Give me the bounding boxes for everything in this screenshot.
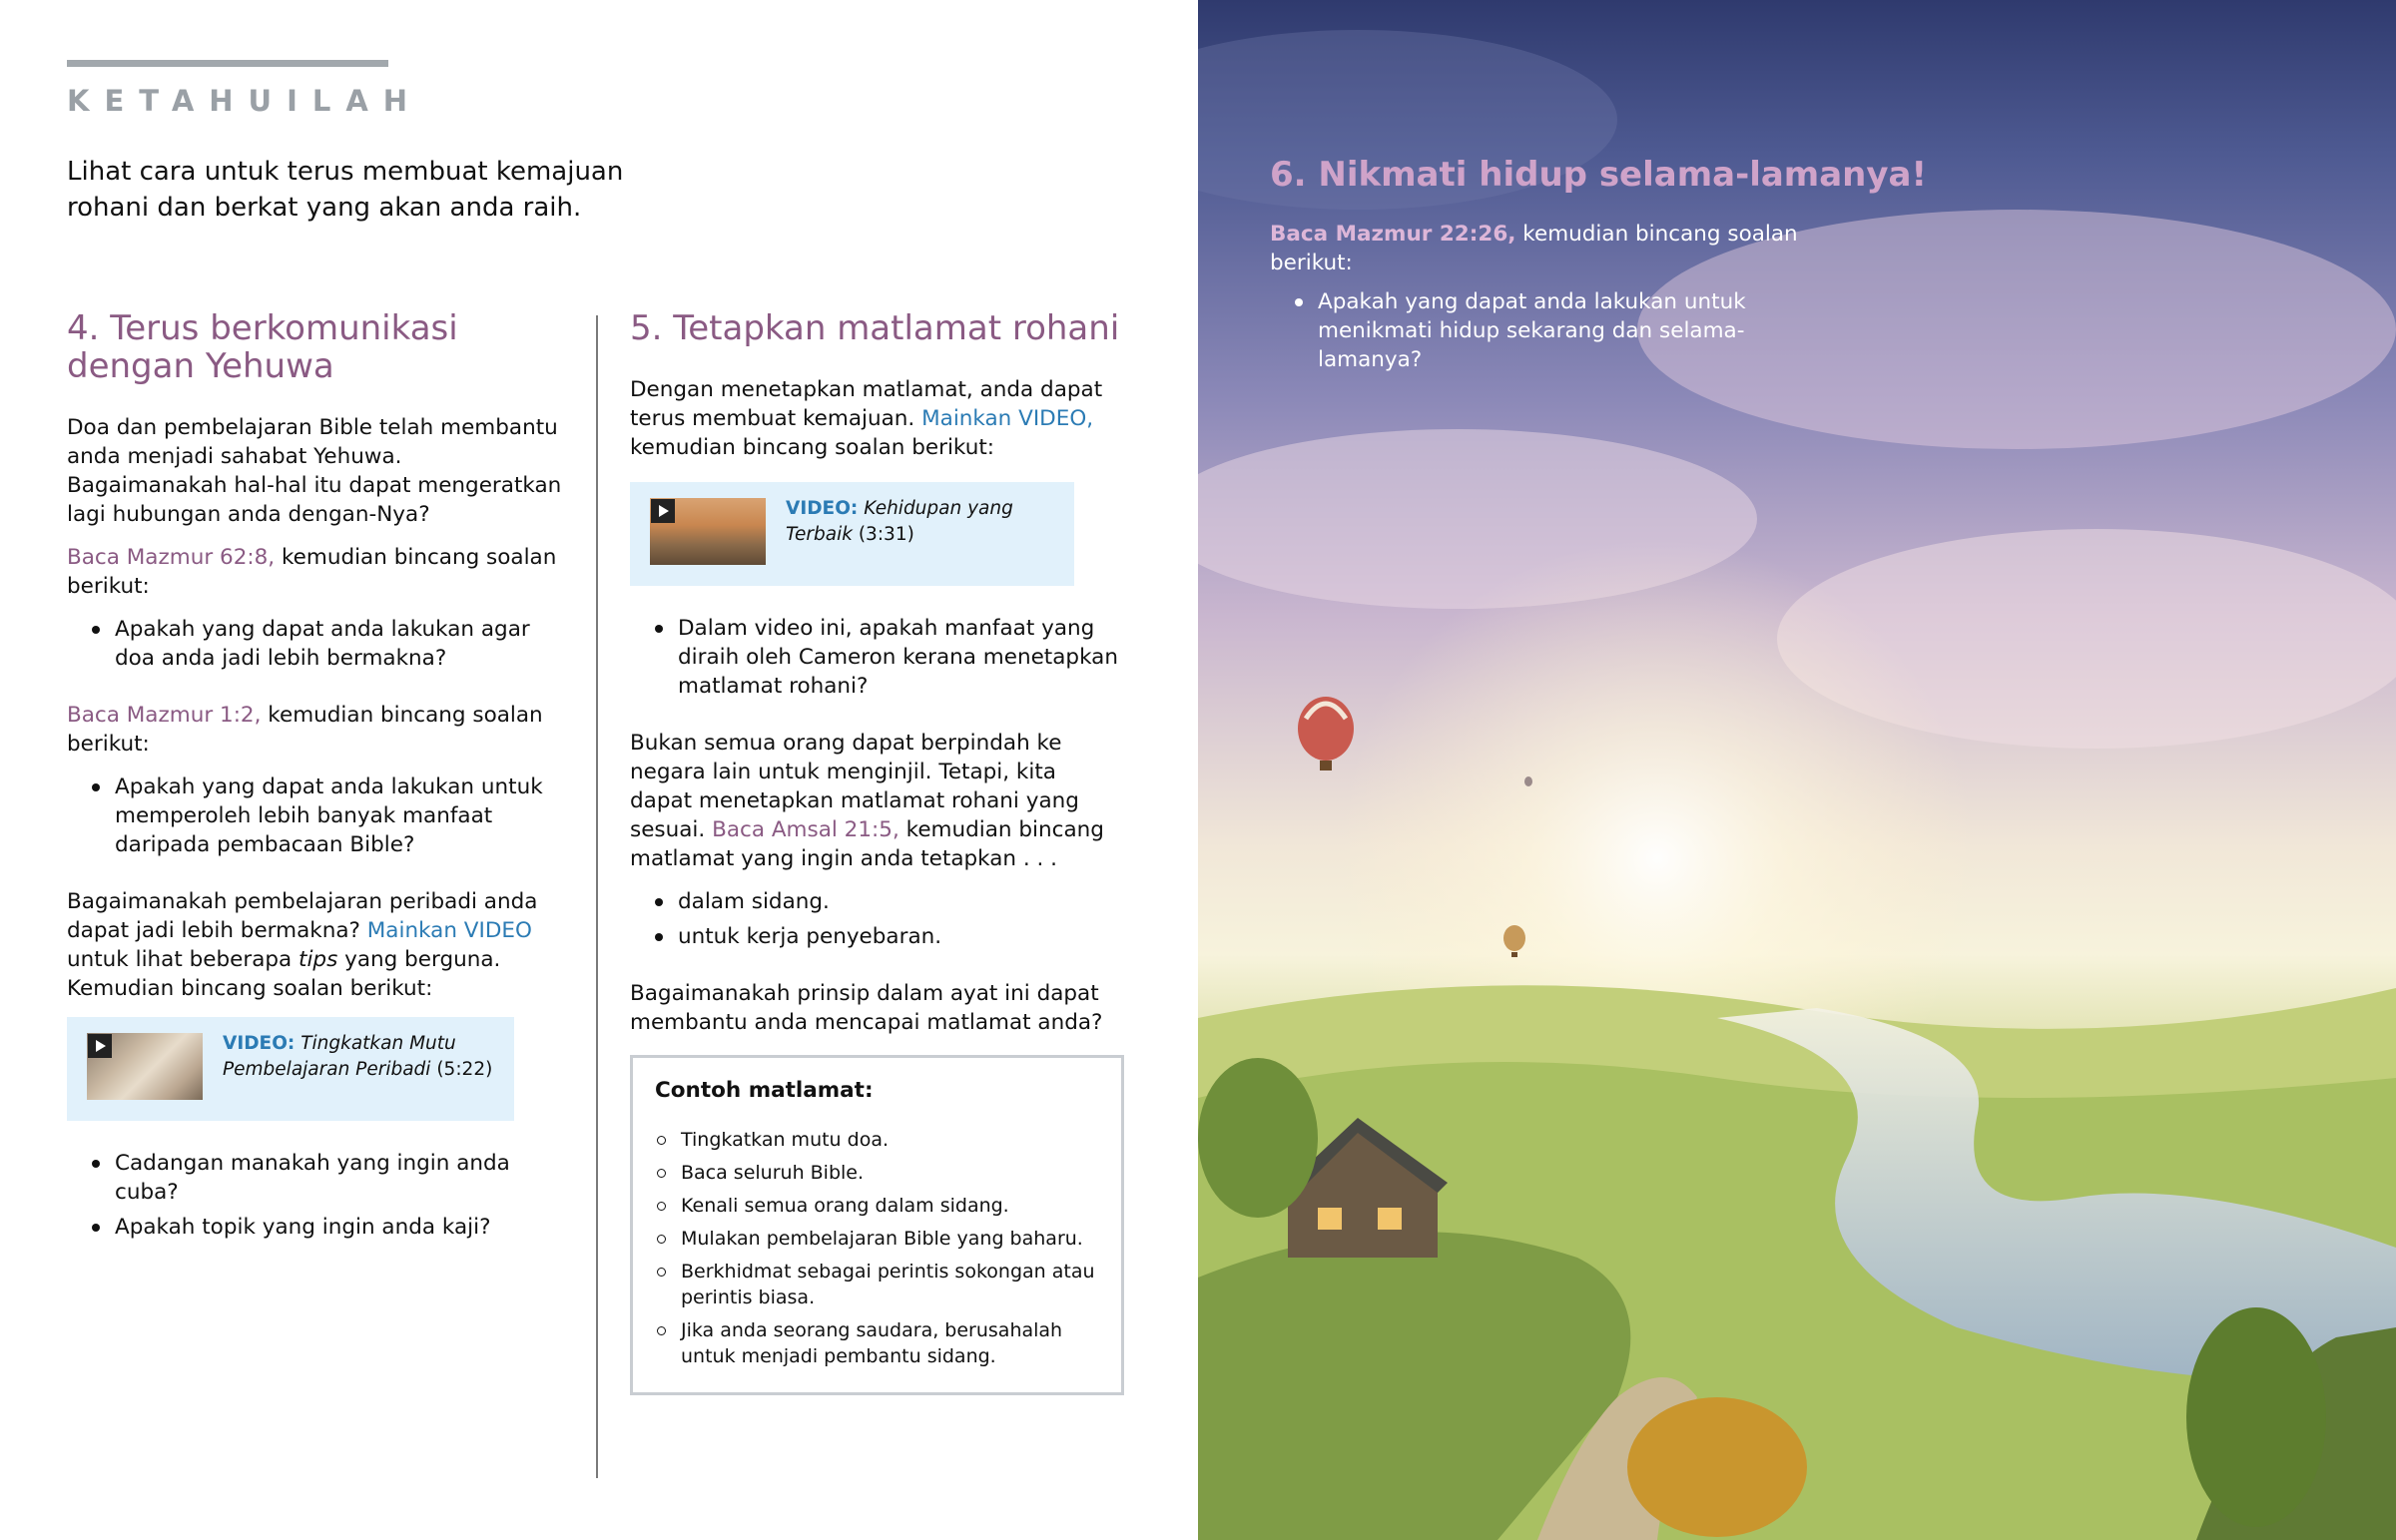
question-list bbox=[1270, 287, 1837, 374]
video-duration: (5:22) bbox=[436, 1059, 493, 1080]
question-item: Apakah topik yang ingin anda kaji? bbox=[115, 1213, 566, 1242]
goal-item: Tingkatkan mutu doa. bbox=[681, 1127, 1099, 1153]
section-4-read1: Baca Mazmur 62:8, kemudian bincang soalan berikut: bbox=[67, 545, 557, 599]
goal-item: Mulakan pembelajaran Bible yang baharu. bbox=[681, 1226, 1099, 1252]
list-item: untuk kerja penyebaran. bbox=[678, 922, 1124, 951]
section-5-title: 5. Tetapkan matlamat rohani bbox=[630, 308, 1120, 348]
scripture-link-amsal-21-5[interactable]: Baca Amsal 21:5, bbox=[712, 817, 899, 842]
goal-item: Jika anda seorang saudara, berusahalah untuk menjadi pembantu sidang. bbox=[681, 1317, 1099, 1369]
section-4 bbox=[67, 309, 566, 1270]
question-list bbox=[67, 615, 566, 673]
video-thumbnail[interactable] bbox=[87, 1033, 203, 1100]
video-caption: VIDEO: Kehidupan yang Terbaik (3:31) bbox=[786, 498, 1013, 545]
section-5-para2: Bukan semua orang dapat berpindah ke negara lain untuk menginjil. Tetapi, kita dapat menetapkan matlamat rohani yang sesuai. Baca Amsal 21:5, kemudian bincang matlamat yang ingin anda tetapkan . . . bbox=[630, 731, 1104, 871]
scripture-link-mazmur-22-26[interactable]: Baca Mazmur 22:26, bbox=[1270, 222, 1516, 247]
video-title: Kehidupan yang Terbaik bbox=[786, 498, 1013, 545]
goals-list bbox=[655, 1127, 1099, 1369]
paradise-illustration bbox=[1198, 0, 2396, 1540]
play-icon[interactable] bbox=[651, 499, 675, 523]
question-list bbox=[67, 1149, 566, 1242]
scripture-link-mazmur-1-2[interactable]: Baca Mazmur 1:2, bbox=[67, 703, 262, 728]
question-list bbox=[630, 614, 1124, 701]
play-video-link[interactable]: Mainkan VIDEO, bbox=[921, 406, 1094, 431]
goal-scope-list bbox=[630, 887, 1124, 951]
box-title: Contoh matlamat: bbox=[655, 1078, 874, 1103]
section-5-para3: Bagaimanakah prinsip dalam ayat ini dapat membantu anda mencapai matlamat anda? bbox=[630, 981, 1103, 1035]
video-caption: VIDEO: Tingkatkan Mutu Pembelajaran Peribadi (5:22) bbox=[223, 1033, 493, 1080]
section-4-read2: Baca Mazmur 1:2, kemudian bincang soalan berikut: bbox=[67, 703, 543, 757]
video-thumbnail[interactable] bbox=[650, 498, 766, 565]
goal-item: Baca seluruh Bible. bbox=[681, 1160, 1099, 1186]
hot-air-balloon-icon bbox=[1298, 697, 1354, 770]
header-rule bbox=[67, 60, 388, 67]
play-video-link[interactable]: Mainkan VIDEO bbox=[366, 918, 532, 943]
question-item: Apakah yang dapat anda lakukan agar doa anda jadi lebih bermakna? bbox=[115, 615, 566, 673]
video-card-tingkatkan-mutu[interactable] bbox=[67, 1017, 514, 1121]
goal-item: Berkhidmat sebagai perintis sokongan atau perintis biasa. bbox=[681, 1259, 1099, 1310]
section-5 bbox=[630, 309, 1124, 1395]
list-item: dalam sidang. bbox=[678, 887, 1124, 916]
example-goals-box bbox=[630, 1055, 1124, 1395]
video-card-kehidupan-terbaik[interactable] bbox=[630, 482, 1074, 586]
section-6-body: Baca Mazmur 22:26, kemudian bincang soalan berikut: Apakah yang dapat anda lakukan untuk menikmati hidup sekarang dan selama-lamanya? bbox=[1270, 220, 1869, 402]
column-divider bbox=[596, 315, 598, 1478]
section-4-para2: Bagaimanakah pembelajaran peribadi anda dapat jadi lebih bermakna? Mainkan VIDEO untuk lihat beberapa tips yang berguna. Kemudian bincang soalan berikut: bbox=[67, 889, 538, 1001]
section-5-para1: Dengan menetapkan matlamat, anda dapat terus membuat kemajuan. Mainkan VIDEO, kemudian bincang soalan berikut: bbox=[630, 377, 1103, 460]
hot-air-balloon-icon bbox=[1524, 776, 1532, 786]
question-item: Cadangan manakah yang ingin anda cuba? bbox=[115, 1149, 566, 1207]
question-item: Apakah yang dapat anda lakukan untuk menikmati hidup sekarang dan selama-lamanya? bbox=[1318, 287, 1837, 374]
intro-text: Lihat cara untuk terus membuat kemajuan rohani dan berkat yang akan anda raih. bbox=[67, 157, 624, 223]
goal-item: Kenali semua orang dalam sidang. bbox=[681, 1193, 1099, 1219]
question-item: Dalam video ini, apakah manfaat yang diraih oleh Cameron kerana menetapkan matlamat rohani? bbox=[678, 614, 1124, 701]
play-icon[interactable] bbox=[88, 1034, 112, 1058]
question-item: Apakah yang dapat anda lakukan untuk memperoleh lebih banyak manfaat daripada pembacaan Bible? bbox=[115, 772, 566, 859]
scripture-link-mazmur-62-8[interactable]: Baca Mazmur 62:8, bbox=[67, 545, 276, 570]
section-4-para1: Doa dan pembelajaran Bible telah membantu anda menjadi sahabat Yehuwa. Bagaimanakah hal-hal itu dapat mengeratkan lagi hubungan anda dengan-Nya? bbox=[67, 415, 562, 527]
section-kicker: KETAHUILAH bbox=[67, 84, 423, 118]
section-6-title: 6. Nikmati hidup selama-lamanya! bbox=[1270, 155, 1927, 195]
video-title: Tingkatkan Mutu Pembelajaran Peribadi bbox=[223, 1033, 456, 1080]
section-4-title: 4. Terus berkomunikasi dengan Yehuwa bbox=[67, 308, 458, 386]
video-duration: (3:31) bbox=[858, 524, 914, 545]
question-list bbox=[67, 772, 566, 859]
